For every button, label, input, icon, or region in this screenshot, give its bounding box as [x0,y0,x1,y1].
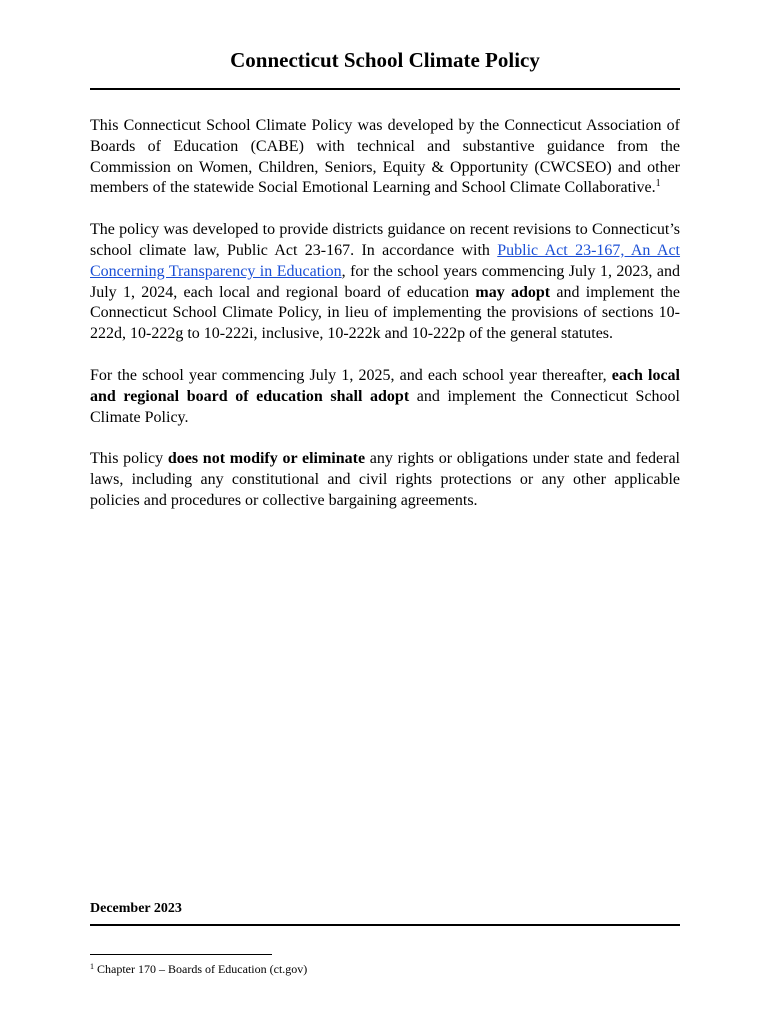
footnote [90,962,307,977]
intro-text: This Connecticut School Climate Policy was developed by the Connecticut Association of Boards of Education (CABE) with technical and substantive guidance from the Commission on Women, Children, Seniors, Equity & Opportunity (CWCSEO) and other members of the statewide Social Emotional Learning and School Climate Collaborative. [90,117,680,197]
may-adopt-emphasis: may adopt [475,283,551,301]
adoption-requirement-paragraph [90,366,680,428]
does-not-modify-emphasis: does not modify or eliminate [167,450,366,468]
policy-guidance-paragraph [90,220,680,345]
footnote-divider [90,954,272,955]
document-date: December 2023 [90,901,182,916]
shall-adopt-emphasis: each local and regional board of education shall adopt [90,366,680,405]
public-act-link[interactable]: Public Act 23-167, An Act Concerning Transparency in Education [90,241,681,280]
document-body [90,116,680,533]
footnote-marker: 1 [90,962,94,971]
guidance-text-middle: , for the school years commencing July 1, 2023, and July 1, 2024, each local and regional board of education [90,262,680,301]
title-divider [90,88,680,90]
footnote-text: Chapter 170 – Boards of Education (ct.gov) [97,962,308,976]
requirement-text-start: For the school year commencing July 1, 2025, and each school year thereafter, [90,366,612,384]
guidance-text-end: and implement the Connecticut School Climate Policy, in lieu of implementing the provisions of sections 10-222d, 10-222g to 10-222i, inclusive, 10-222k and 10-222p of the general statutes. [90,283,681,343]
document-title: Connecticut School Climate Policy [230,48,540,72]
footer-divider [90,924,680,926]
rights-text-end: any rights or obligations under state and federal laws, including any constitutional and civil rights protections or any other applicable policies and procedures or collective bargaining agreements. [90,450,680,509]
guidance-text-start: The policy was developed to provide districts guidance on recent revisions to Connecticut’s school climate law, Public Act 23-167. In accordance with [90,221,680,259]
requirement-text-end: and implement the Connecticut School Climate Policy. [90,387,680,426]
intro-paragraph [90,116,680,199]
footnote-reference[interactable]: 1 [655,178,661,190]
rights-paragraph [90,449,680,511]
rights-text-start: This policy [90,450,168,468]
